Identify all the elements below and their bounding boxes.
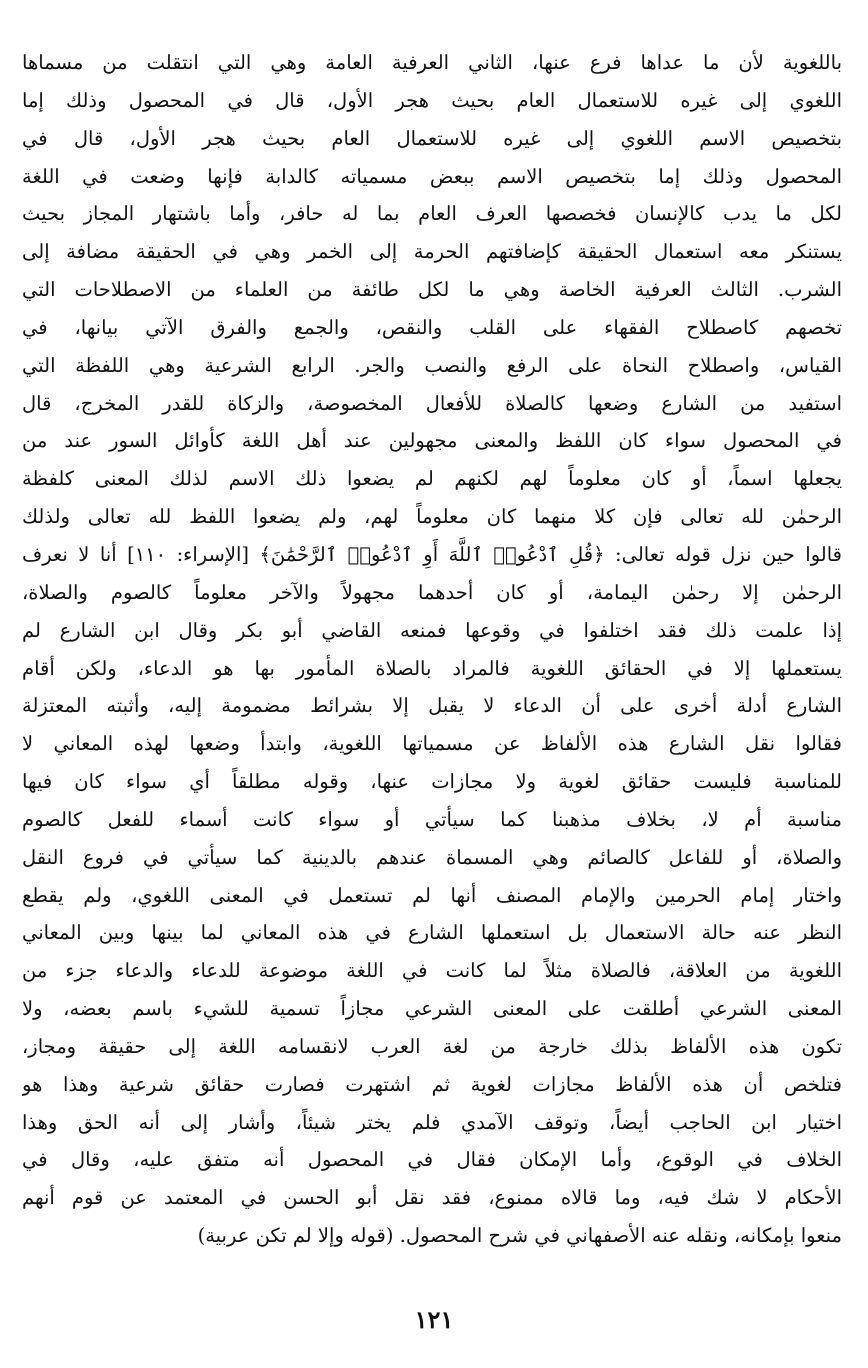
text-line: المحصول وذلك إما بتخصيص الاسم ببعض مسمياته كالدابة فإنها وضعت في اللغة [22,164,842,188]
text-line: فقالوا نقل الشارع هذه الألفاظ عن مسمياتها اللغوية، وابتدأ وضعها لهذه المعاني لا [22,732,842,756]
text-line: فتلخص أن هذه الألفاظ مجازات لغوية ثم اشتهرت فصارت حقائق شرعية وهذا هو [22,1072,842,1096]
text-line: الشارع أدلة أخرى على أن الدعاء لا يقبل إلا بشرائط مضمومة إليه، وأثبته المعتزلة [22,694,842,718]
text-line: استفيد من الشارع وضعها كالصلاة للأفعال المخصوصة، والزكاة للقدر المخرج، قال [22,391,842,415]
text-line: الأحكام لا شك فيه، وما قالاه ممنوع، فقد نقل أبو الحسن في المعتمد عن قوم أنهم [22,1186,842,1210]
text-line: تخصهم كاصطلاح الفقهاء على القلب والنقص، والجمع والفرق الآتي بيانها، في [22,315,842,339]
text-line: المعنى الشرعي أطلقت على المعنى الشرعي مجازاً تسمية للشيء باسم بعضه، ولا [22,997,842,1021]
text-line: إذا علمت ذلك فقد اختلفوا في وقوعها فمنعه القاضي أبو بكر وقال ابن الشارع لم [22,618,842,642]
text-line: تكون هذه الألفاظ بذلك خارجة من لغة العرب لانقسامه اللغة إلى حقيقة ومجاز، [22,1034,842,1058]
text-line: الرحمٰن لله تعالى فإن كلا منهما كان معلوماً لهم، ولم يضعوا اللفظ لله تعالى ولذلك [22,505,842,529]
text-line: بتخصيص الاسم اللغوي إلى غيره للاستعمال العام بحيث هجر الأول، قال في [22,126,842,150]
text-line: الشرب. الثالث العرفية الخاصة وهي ما لكل طائفة من العلماء من الاصطلاحات التي [22,278,842,302]
text-line: يستعملها إلا في الحقائق اللغوية فالمراد بالصلاة المأمور بها هو الدعاء، ولكن أقام [22,656,842,680]
text-line: الرحمٰن إلا رحمٰن اليمامة، أو كان أحدهما مجهولاً والآخر معلوماً كالصوم والصلاة، [22,580,842,604]
text-line: باللغوية لأن ما عداها فرع عنها، الثاني العرفية العامة وهي التي انتقلت من مسماها [22,51,842,74]
text-line: في المحصول سواء كان اللفظ والمعنى مجهولين عند أهل اللغة كأوائل السور عند من [22,429,842,453]
text-line: للمناسبة فليست حقائق لغوية ولا مجازات عنها، وقوله مطلقاً أي سواء كان فيها [22,770,842,794]
text-line: واختار إمام الحرمين والإمام المصنف أنها لم تستعمل في المعنى اللغوي، ولم يقطع [22,883,842,907]
text-line: لكل ما يدب كالإنسان فخصصها العرف العام بما له حافر، وأما باشتهار المجاز بحيث [22,202,842,226]
quran-verse-line: قالوا حين نزل قوله تعالى: ﴿قُلِ ٱدْعُوا۟ ٱللَّهَ أَوِ ٱدْعُوا۟ ٱلرَّحْمَٰنَ﴾ [الإسراء: ١١٠] أنا لا نعرف [22,542,842,566]
text-line: يستنكر معه استعمال الحقيقة كإضافتهم الحرمة إلى الخمر وهي في الحقيقة مضافة إلى [22,240,842,264]
body-text [22,44,842,1255]
text-line: مناسبة أم لا، بخلاف مذهبنا كما سيأتي أو سواء كانت أسماء للفعل كالصوم [22,807,842,831]
text-line: القياس، واصطلاح النحاة على الرفع والنصب والجر. الرابع الشرعية وهي اللفظة التي [22,353,842,377]
text-line: الخلاف في الوقوع، وأما الإمكان فقال في المحصول أنه متفق عليه، وقال في [22,1148,842,1172]
text-line: والصلاة، أو للفاعل كالصائم وهي المسماة عندهم بالدينية كما سيأتي في فروع النقل [22,845,842,869]
text-line: اللغوي إلى غيره للاستعمال العام بحيث هجر الأول، قال في المحصول وذلك إما [22,88,842,112]
page-number: ١٢١ [414,1305,454,1334]
text-line: يجعلها اسماً، أو كان معلوماً لهم لكنهم لم يضعوا ذلك الاسم لذلك المعنى كلفظة [22,467,842,491]
text-line: النظر عنه حالة الاستعمال بل استعملها الشارع في هذه المعاني لما بينها وبين المعاني [22,921,842,945]
text-line: اختيار ابن الحاجب أيضاً، وتوقف الآمدي فلم يختر شيئاً، وأشار إلى أنه الحق وهذا [22,1110,842,1134]
text-line: منعوا بإمكانه، ونقله عنه الأصفهاني في شرح المحصول. (قوله وإلا لم تكن عربية) [197,1224,842,1248]
text-line: اللغوية من العلاقة، فالصلاة مثلاً لما كانت في اللغة موضوعة للدعاء والدعاء جزء من [22,959,842,983]
